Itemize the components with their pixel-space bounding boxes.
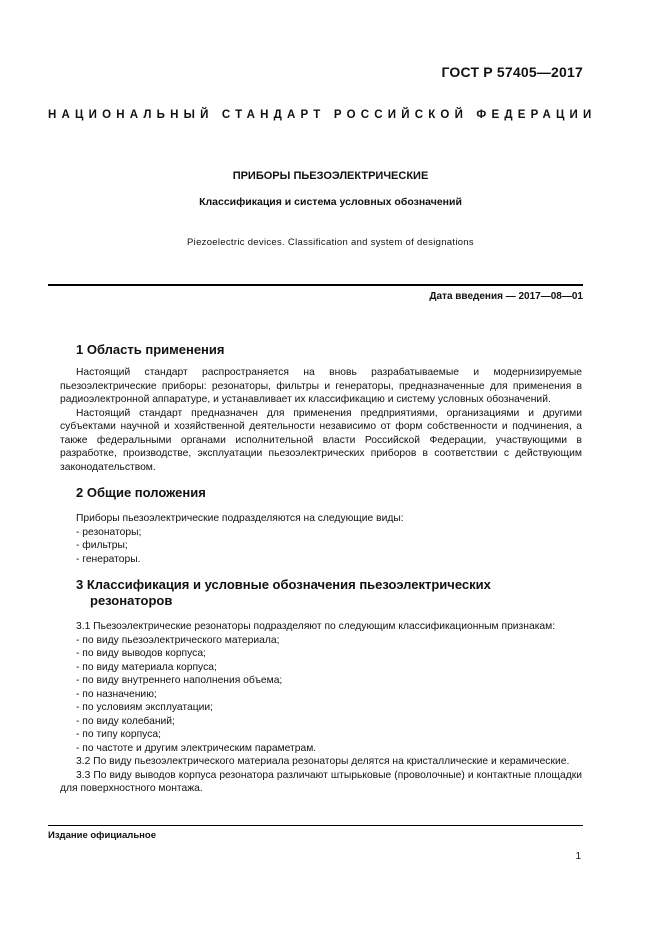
- list-item: - фильтры;: [76, 540, 128, 551]
- paragraph-3-2: 3.2 По виду пьезоэлектрического материала резонаторы делятся на кристаллические и керамические.: [76, 756, 570, 767]
- list-item: - по назначению;: [76, 688, 157, 700]
- list-item: - резонаторы;: [76, 526, 142, 538]
- list-item: - по виду колебаний;: [76, 715, 175, 727]
- list-item: - по частоте и другим электрическим параметрам.: [76, 742, 317, 754]
- document-title-english: Piezoelectric devices. Classification and system of designations: [187, 237, 474, 248]
- section-3-title-line: 3 Классификация и условные обозначения пьезоэлектрических: [76, 577, 491, 592]
- national-standard-heading: НАЦИОНАЛЬНЫЙ СТАНДАРТ РОССИЙСКОЙ ФЕДЕРАЦИИ: [48, 109, 597, 121]
- section-1-body: [60, 366, 582, 474]
- list-item: - генераторы.: [76, 553, 141, 565]
- effective-date: Дата введения — 2017—08—01: [429, 291, 583, 302]
- section-3-body: [60, 620, 582, 796]
- section-2-body: [60, 512, 582, 566]
- list-item: - по виду выводов корпуса;: [76, 648, 206, 659]
- list-item: - по условиям эксплуатации;: [76, 702, 213, 713]
- section-2-title: 2 Общие положения: [76, 485, 206, 500]
- paragraph-3-3: 3.3 По виду выводов корпуса резонатора различают штырьковые (проволочные) и контактные площадки для поверхностного монтажа.: [60, 769, 582, 794]
- section-1-paragraph: Настоящий стандарт предназначен для применения предприятиями, организациями и другими субъектами научной и хозяйственной деятельности независимо от форм собственности и подчинения, а также федеральными органами исполнительной власти Российской Федерации, участвующими в разработке, производстве, эксплуатации пьезоэлектрических приборов в соответствии с действующим законодательством.: [60, 407, 582, 473]
- section-1-paragraph: Настоящий стандарт распространяется на вновь разрабатываемые и модернизируемые пьезоэлектрические приборы: резонаторы, фильтры и генераторы, предназначенные для применения в радиоэлектронной аппаратуре, и устанавливает их классификацию и систему условных обозначений.: [60, 367, 582, 405]
- document-title: ПРИБОРЫ ПЬЕЗОЭЛЕКТРИЧЕСКИЕ: [232, 170, 429, 182]
- top-divider: [48, 284, 583, 286]
- official-edition-label: Издание официальное: [48, 830, 156, 841]
- list-item: - по типу корпуса;: [76, 729, 161, 740]
- document-number: ГОСТ Р 57405—2017: [441, 64, 583, 80]
- section-3-title-line: резонаторов: [90, 593, 173, 608]
- footer-divider: [48, 825, 583, 826]
- paragraph-3-1: 3.1 Пьезоэлектрические резонаторы подразделяют по следующим классификационным признакам:: [76, 621, 556, 632]
- list-item: - по виду материала корпуса;: [76, 661, 217, 673]
- document-subtitle: Классификация и система условных обозначений: [199, 196, 462, 208]
- section-3-list: [60, 634, 582, 756]
- section-3-title: [76, 577, 491, 609]
- list-item: - по виду внутреннего наполнения объема;: [76, 675, 283, 686]
- section-1-title: 1 Область применения: [76, 342, 225, 357]
- page-number: 1: [575, 851, 581, 862]
- list-item: - по виду пьезоэлектрического материала;: [76, 634, 280, 646]
- section-2-intro: Приборы пьезоэлектрические подразделяются на следующие виды:: [76, 513, 404, 524]
- section-2-list: [60, 526, 582, 567]
